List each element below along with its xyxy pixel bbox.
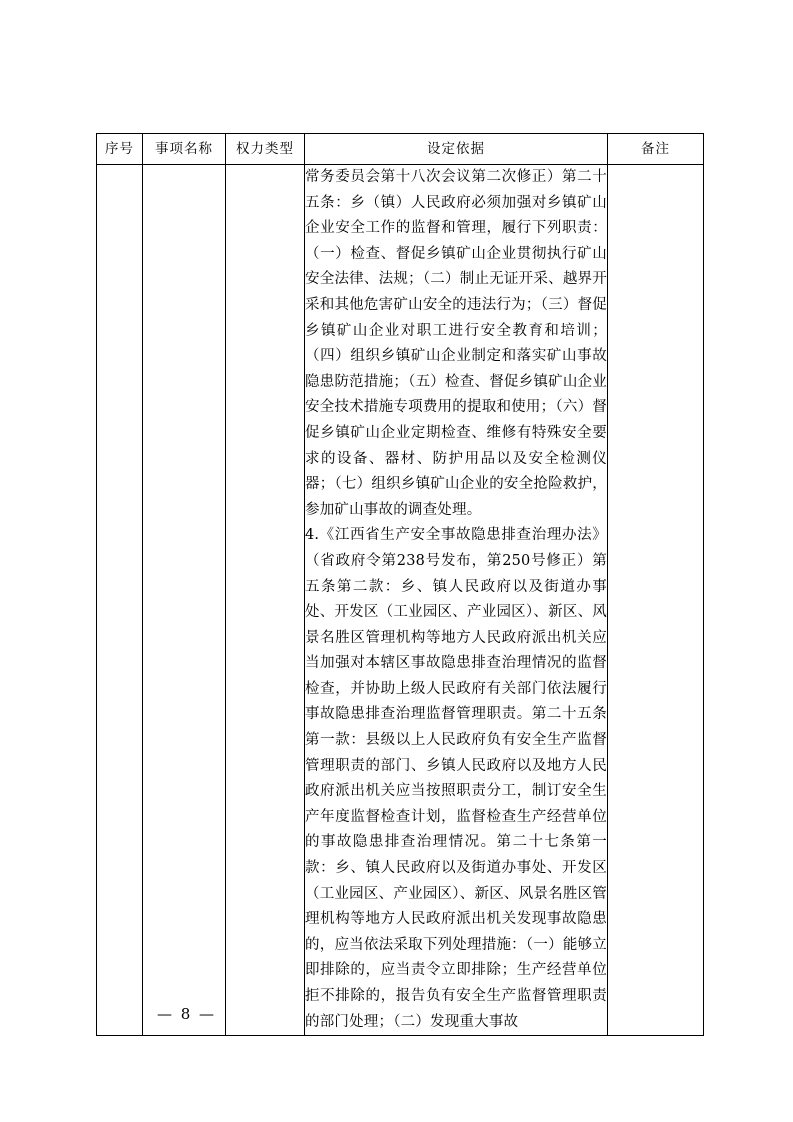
table-body xyxy=(97,165,704,1036)
page-number-text: — 8 — xyxy=(156,1005,217,1023)
cell-basis xyxy=(305,165,608,1036)
column-header-sequence: 序号 xyxy=(97,134,143,165)
basis-paragraph-2: 4.《江西省生产安全事故隐患排查治理办法》（省政府令第238号发布，第250号修正）第五条第二款：乡、镇人民政府以及街道办事处、开发区（工业园区、产业园区）、新区、风景名胜区管理机构等地方人民政府派出机关应当加强对本辖区事故隐患排查治理情况的监督检查，并协助上级人民政府有关部门依法履行事故隐患排查治理监督管理职责。第二十五条第一款：县级以上人民政府负有安全生产监督管理职责的部门、乡镇人民政府以及地方人民政府派出机关应当按照职责分工，制订安全生产年度监督检查计划，监督检查生产经营单位的事故隐患排查治理情况。第二十七条第一款：乡、镇人民政府以及街道办事处、开发区（工业园区、产业园区）、新区、风景名胜区管理机构等地方人民政府派出机关发现事故隐患的，应当依法采取下列处理措施：（一）能够立即排除的，应当责令立即排除；生产经营单位拒不排除的，报告负有安全生产监督管理职责的部门处理；（二）发现重大事故 xyxy=(305,527,607,1030)
basis-paragraph-1: 常务委员会第十八次会议第二次修正）第二十五条：乡（镇）人民政府必须加强对乡镇矿山企业安全工作的监督和管理，履行下列职责：（一）检查、督促乡镇矿山企业贯彻执行矿山安全法律、法规；（二）制止无证开采、越界开采和其他危害矿山安全的违法行为；（三）督促乡镇矿山企业对职工进行安全教育和培训；（四）组织乡镇矿山企业制定和落实矿山事故隐患防范措施；（五）检查、督促乡镇矿山企业安全技术措施专项费用的提取和使用；（六）督促乡镇矿山企业定期检查、维修有特殊安全要求的设备、器材、防护用品以及安全检测仪器；（七）组织乡镇矿山企业的安全抢险救护，参加矿山事故的调查处理。 xyxy=(305,169,607,518)
column-header-remark: 备注 xyxy=(608,134,704,165)
page-number-footer xyxy=(0,1005,793,1023)
cell-power-type xyxy=(226,165,305,1036)
permissions-table xyxy=(96,133,704,1036)
column-header-item-name: 事项名称 xyxy=(143,134,226,165)
cell-item-name xyxy=(143,165,226,1036)
cell-remark xyxy=(608,165,704,1036)
table-header xyxy=(97,134,704,165)
column-header-basis: 设定依据 xyxy=(305,134,608,165)
table-row xyxy=(97,165,704,1036)
table-header-row xyxy=(97,134,704,165)
column-header-power-type: 权力类型 xyxy=(226,134,305,165)
cell-sequence xyxy=(97,165,143,1036)
